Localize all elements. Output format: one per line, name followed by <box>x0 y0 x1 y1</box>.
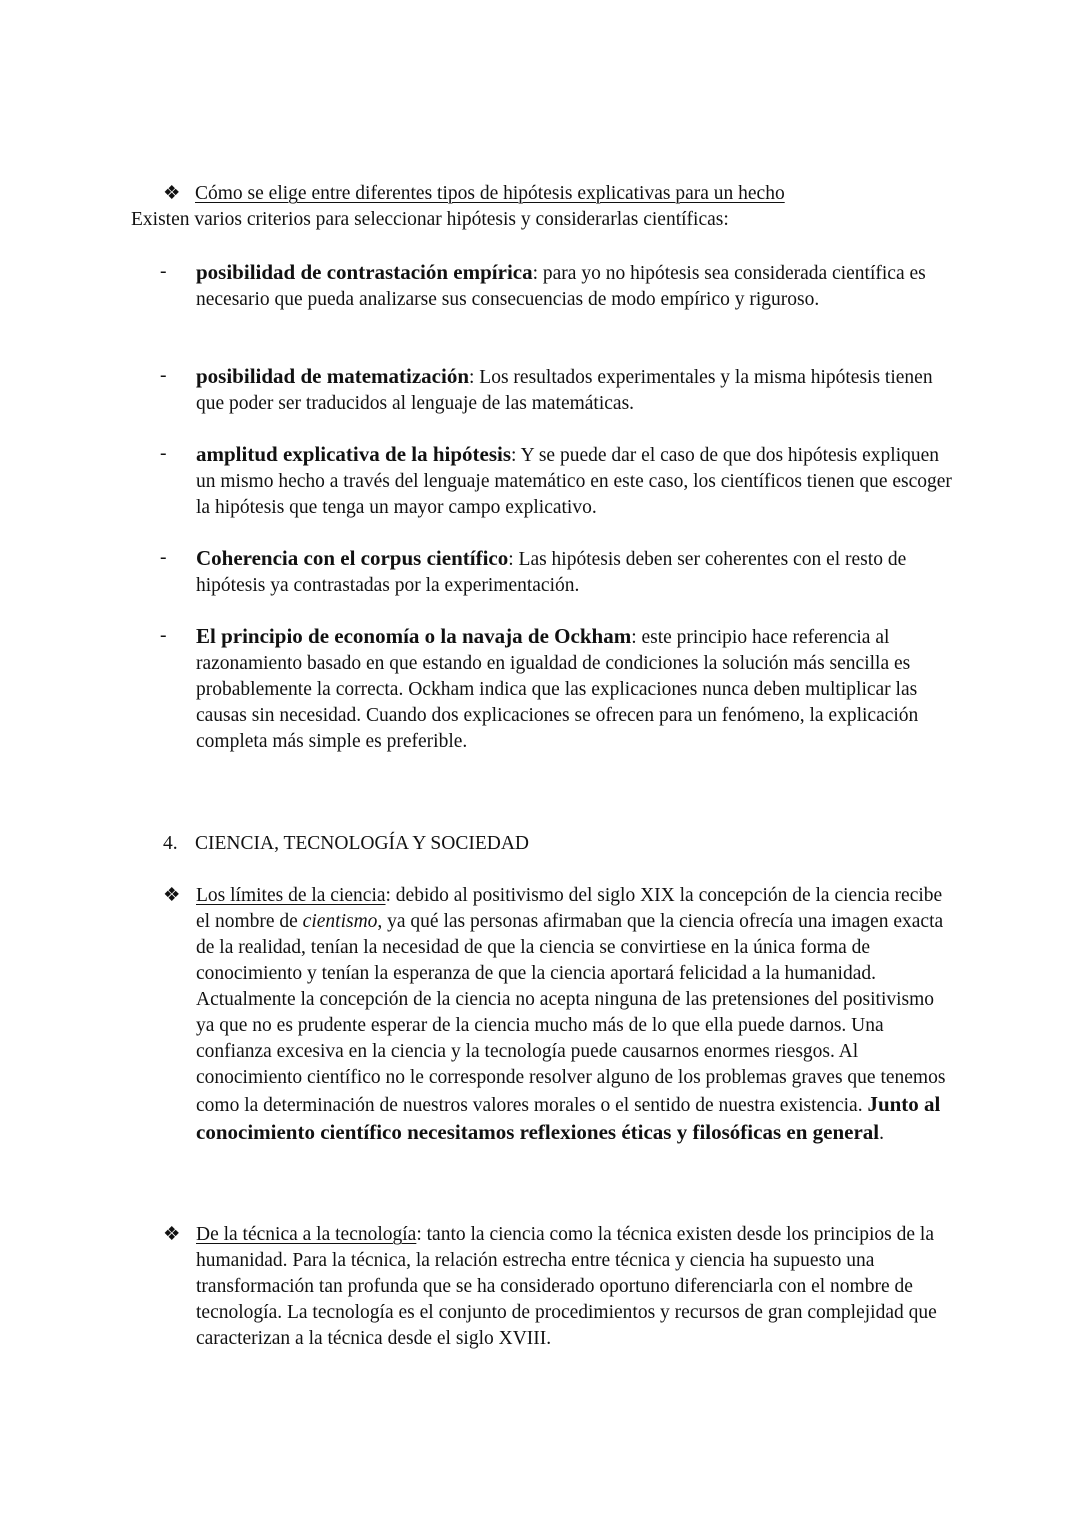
section-heading <box>163 831 529 857</box>
criterion-body <box>196 259 956 313</box>
topic-italic-term: cientismo <box>302 911 378 932</box>
criterion-term: posibilidad de matematización <box>196 364 470 388</box>
criterion-term: amplitud explicativa de la hipótesis <box>196 442 512 466</box>
criterion-text: : Las hipótesis deben ser coherentes con el resto de hipótesis ya contrastadas por la experimentación. <box>196 549 907 596</box>
criterion-term: posibilidad de contrastación empírica <box>196 260 533 284</box>
topic-text-end: . <box>879 1123 884 1144</box>
criterion-body <box>196 363 956 417</box>
criterion-text: : este principio hace referencia al razonamiento basado en que estando en igualdad de condiciones la solución más sencilla es probablemente la correcta. Ockham indica que las explicaciones nunca deben multiplicar las causas sin necesidad. Cuando dos explicaciones se ofrecen para un fenómeno, la explicación completa más simple es preferible. <box>196 627 919 752</box>
topic-text: : tanto la ciencia como la técnica existen desde los principios de la humanidad. Para la técnica, la relación estrecha entre técnica y ciencia ha supuesto una transformación tan profunda que se ha considerado oportuno diferenciarla con el nombre de tecnología. La tecnología es el conjunto de procedimientos y recursos de gran complejidad que caracterizan a la técnica desde el siglo XVIII. <box>196 1224 937 1349</box>
criterion-text: : Y se puede dar el caso de que dos hipótesis expliquen un mismo hecho a través del lenguaje matemático en este caso, los científicos tienen que escoger la hipótesis que tenga un mayor campo explicativo. <box>196 445 952 518</box>
section-title: CIENCIA, TECNOLOGÍA Y SOCIEDAD <box>195 833 530 854</box>
topic-text: : debido al positivismo del siglo XIX la concepción de la ciencia recibe el nombre de <box>196 885 943 932</box>
topic-text: , ya qué las personas afirmaban que la ciencia ofrecía una imagen exacta de la realidad, tenían la necesidad de que la ciencia se convirtiese en la única forma de conocimiento y tenían la esperanza de que la ciencia aportará felicidad a la humanidad. Actualmente la concepción de la ciencia no acepta ninguna de las pretensiones del positivismo ya que no es prudente esperar de la ciencia mucho más de lo que ella puede darnos. Una confianza excesiva en la ciencia y la tecnología puede causarnos enormes riesgos. Al conocimiento científico no le corresponde resolver alguno de los problemas graves que tenemos como la determinación de nuestros valores morales o el sentido de nuestra existencia. <box>196 911 946 1116</box>
subheading-text: Cómo se elige entre diferentes tipos de hipótesis explicativas para un hecho <box>195 183 785 204</box>
topic-title: De la técnica a la tecnología <box>196 1224 417 1245</box>
topic-body <box>196 883 956 1147</box>
criterion-body <box>196 441 956 521</box>
subheading <box>163 181 785 207</box>
diamond-bullet-icon: ❖ <box>163 183 181 204</box>
diamond-bullet-icon: ❖ <box>163 1224 181 1245</box>
criterion-body <box>196 623 956 755</box>
topic-title: Los límites de la ciencia <box>196 885 386 906</box>
criterion-body <box>196 545 956 599</box>
dash-marker: - <box>160 625 167 646</box>
dash-marker: - <box>160 365 167 386</box>
diamond-bullet-icon: ❖ <box>163 885 181 906</box>
intro-paragraph: Existen varios criterios para seleccionar hipótesis y considerarlas científicas: <box>131 209 729 230</box>
section-number: 4. <box>163 833 178 854</box>
criterion-text: : Los resultados experimentales y la misma hipótesis tienen que poder ser traducidos al lenguaje de las matemáticas. <box>196 367 933 414</box>
criterion-text: : para yo no hipótesis sea considerada científica es necesario que pueda analizarse sus consecuencias de modo empírico y riguroso. <box>196 263 926 310</box>
criterion-term: El principio de economía o la navaja de Ockham <box>196 624 632 648</box>
dash-marker: - <box>160 443 167 464</box>
dash-marker: - <box>160 261 167 282</box>
topic-bold-conclusion: Junto al conocimiento científico necesitamos reflexiones éticas y filosóficas en general <box>196 1092 941 1144</box>
criterion-term: Coherencia con el corpus científico <box>196 546 509 570</box>
dash-marker: - <box>160 547 167 568</box>
topic-body <box>196 1222 956 1352</box>
